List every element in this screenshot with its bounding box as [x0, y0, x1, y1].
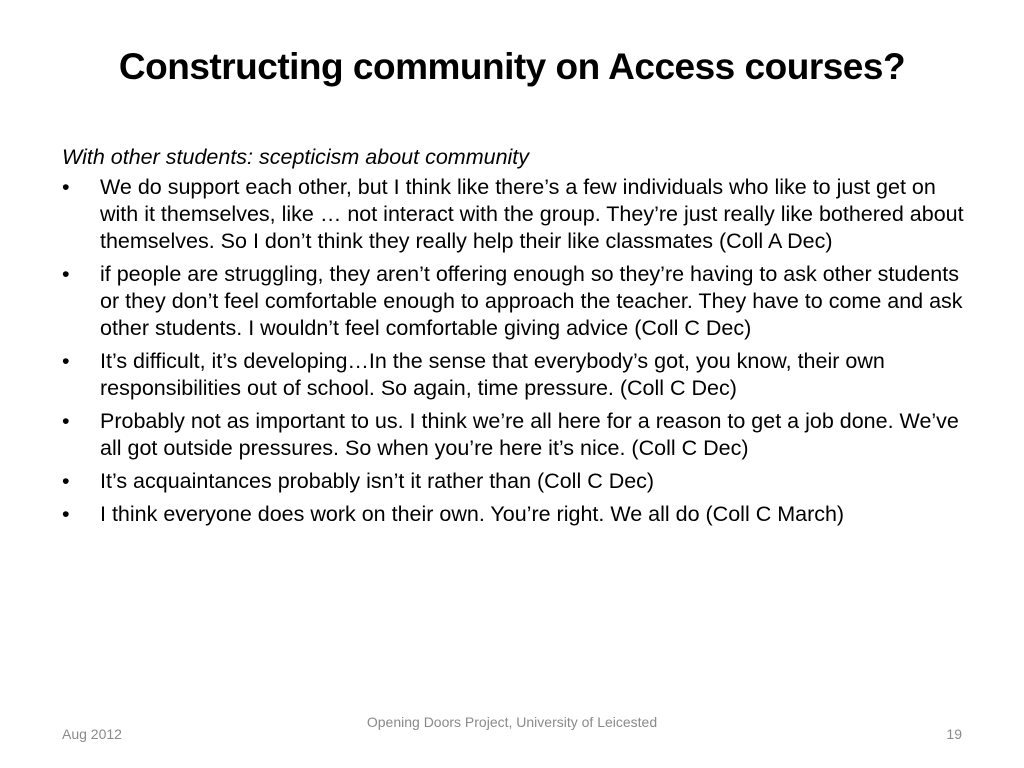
slide-content [62, 144, 967, 534]
bullet-item [62, 468, 967, 495]
bullet-icon: • [62, 175, 70, 199]
bullet-icon: • [62, 502, 70, 526]
bullet-text: We do support each other, but I think like there’s a few individuals who like to just get on with it themselves, like … not interact with the group. They’re just really like bothered about themselves. So I don’t think they really help their like classmates (Coll A Dec) [100, 175, 964, 253]
bullet-text: I think everyone does work on their own. You’re right. We all do (Coll C March) [100, 502, 845, 526]
bullet-text: It’s acquaintances probably isn’t it rather than (Coll C Dec) [100, 469, 655, 493]
page-number: 19 [946, 726, 962, 742]
footer-project: Opening Doors Project, University of Leicested [366, 714, 658, 730]
bullet-item [62, 501, 967, 528]
bullet-text: Probably not as important to us. I think we’re all here for a reason to get a job done. We’ve all got outside pressures. So when you’re here it’s nice. (Coll C Dec) [100, 409, 959, 460]
bullet-icon: • [62, 469, 70, 493]
bullet-icon: • [62, 262, 70, 286]
slide-title: Constructing community on Access courses? [118, 46, 906, 87]
bullet-item [62, 348, 967, 402]
footer-date: Aug 2012 [62, 726, 122, 742]
bullet-item [62, 174, 967, 255]
bullet-text: if people are struggling, they aren’t offering enough so they’re having to ask other students or they don’t feel comfortable enough to approach the teacher. They have to come and ask other students. I wouldn’t feel comfortable giving advice (Coll C Dec) [100, 262, 963, 340]
bullet-item [62, 408, 967, 462]
bullet-icon: • [62, 349, 70, 373]
slide-subheading: With other students: scepticism about community [62, 145, 530, 169]
bullet-list [62, 174, 967, 528]
bullet-text: It’s difficult, it’s developing…In the sense that everybody’s got, you know, their own responsibilities out of school. So again, time pressure. (Coll C Dec) [100, 349, 885, 400]
bullet-icon: • [62, 409, 70, 433]
bullet-item [62, 261, 967, 342]
